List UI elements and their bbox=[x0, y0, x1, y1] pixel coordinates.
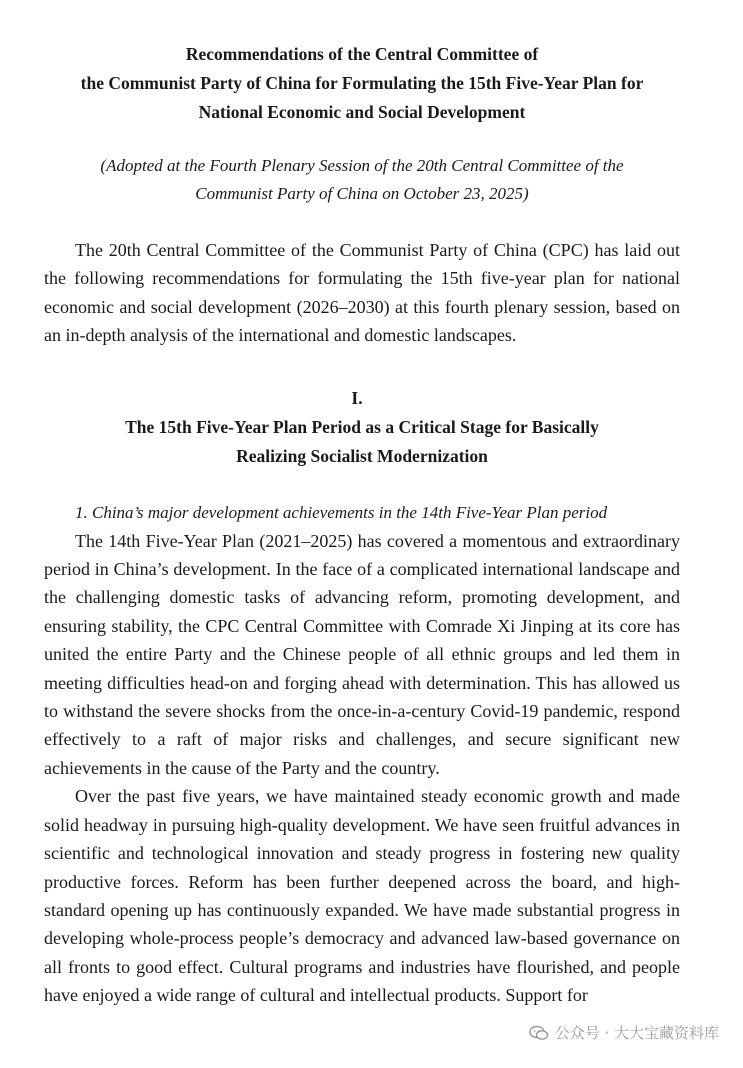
section-title-line-1: The 15th Five-Year Plan Period as a Critical Stage for Basically bbox=[125, 416, 599, 437]
document-subtitle bbox=[44, 152, 680, 208]
wechat-icon bbox=[529, 1025, 549, 1041]
title-line-2: the Communist Party of China for Formulating the 15th Five-Year Plan for bbox=[80, 73, 644, 93]
body-paragraph-1: The 14th Five-Year Plan (2021–2025) has covered a momentous and extraordinary period in China’s development. In the face of a complicated international landscape and the challenging domestic tasks of advancing reform, promoting development, and ensuring stability, the CPC Central Committee with Comrade Xi Jinping at its core has united the entire Party and the Chinese people of all ethnic groups and led them in meeting difficulties head-on and forging ahead with determination. This has allowed us to withstand the severe shocks from the once-in-a-century Covid-19 pandemic, respond effectively to a raft of major risks and challenges, and secure significant new achievements in the cause of the Party and the country. bbox=[44, 530, 680, 778]
section-title-line-2: Realizing Socialist Modernization bbox=[236, 445, 488, 466]
body-paragraph-2: Over the past five years, we have maintained steady economic growth and made solid headway in pursuing high-quality development. We have seen fruitful advances in scientific and technological innovation and steady progress in fostering new quality productive forces. Reform has been further deepened across the board, and high-standard opening up has continuously expanded. We have made substantial progress in developing whole-process people’s democracy and advanced law-based governance on all fronts to good effect. Cultural programs and industries have flourished, and people have enjoyed a wide range of cultural and intellectual products. Support for bbox=[44, 786, 680, 1006]
section-heading bbox=[44, 384, 680, 471]
subsection-title: 1. China’s major development achievements in the 14th Five-Year Plan period bbox=[75, 502, 608, 522]
subtitle-line-1: (Adopted at the Fourth Plenary Session of the 20th Central Committee of the bbox=[100, 156, 624, 175]
document-title bbox=[44, 40, 680, 127]
watermark-text: 公众号 · 大大宝藏资料库 bbox=[554, 1024, 719, 1042]
intro-paragraph: The 20th Central Committee of the Communist Party of China (CPC) has laid out the following recommendations for formulating the 15th five-year plan for national economic and social development (2026–2030) at this fourth plenary session, based on an in-depth analysis of the international and domestic landscapes. bbox=[44, 240, 680, 346]
title-line-3: National Economic and Social Development bbox=[198, 102, 526, 122]
document-page bbox=[44, 40, 680, 1010]
watermark bbox=[529, 1022, 719, 1043]
title-line-1: Recommendations of the Central Committee of bbox=[185, 44, 539, 64]
subtitle-line-2: Communist Party of China on October 23, 2025) bbox=[195, 184, 529, 203]
section-heading-line-1 bbox=[44, 384, 680, 442]
section-number: I. bbox=[351, 387, 363, 408]
